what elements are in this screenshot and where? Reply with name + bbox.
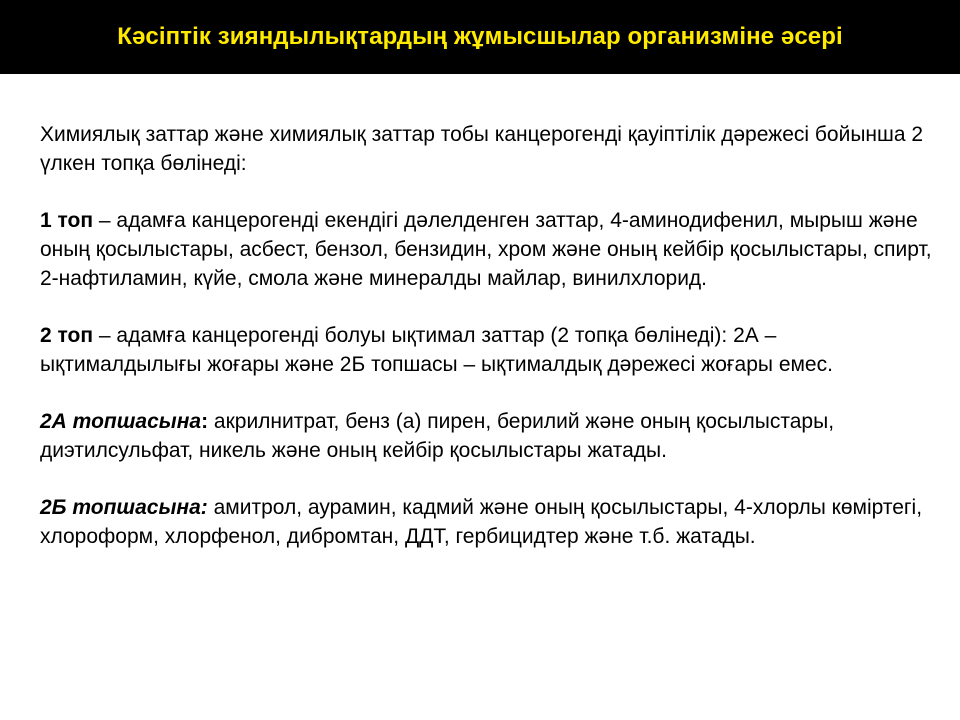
group1-label: 1 топ [40,209,94,232]
slide-title: Кәсіптік зияндылықтардың жұмысшылар организміне әсері [117,23,843,50]
group2-label: 2 топ [40,324,94,347]
group2a-paragraph [40,407,932,465]
slide-body [40,120,932,551]
group2b-paragraph [40,493,932,551]
group2-text: – адамға канцерогенді болуы ықтимал заттар (2 топқа бөлінеді): 2А – ықтималдылығы жоғары және 2Б топшасы – ықтималдық дәрежесі жоғары емес. [40,324,833,376]
intro-paragraph: Химиялық заттар және химиялық заттар тобы канцерогенді қауіптілік дәрежесі бойынша 2 үлкен топқа бөлінеді: [40,123,924,175]
group2a-text: акрилнитрат, бенз (а) пирен, берилий және оның қосылыстары, диэтилсульфат, никель және оның кейбір қосылыстары жатады. [40,410,835,462]
title-bar [0,0,960,74]
group1-text: – адамға канцерогенді екендігі дәлелденген заттар, 4-аминодифенил, мырыш және оның қосылыстары, асбест, бензол, бензидин, хром және оның кейбір қосылыстары, спирт, 2-нафтиламин, күйе, смола және минералды майлар, винилхлорид. [40,209,932,290]
group2a-label: 2А топшасына [40,410,202,433]
group2a-colon: : [201,410,209,433]
group1-paragraph [40,206,932,293]
group2b-label: 2Б топшасына: [40,496,208,519]
group2b-text: амитрол, аурамин, кадмий және оның қосылыстары, 4-хлорлы көміртегі, хлороформ, хлорфенол, дибромтан, ДДТ, гербицидтер және т.б. жатады. [40,496,923,548]
group2-paragraph [40,321,932,379]
